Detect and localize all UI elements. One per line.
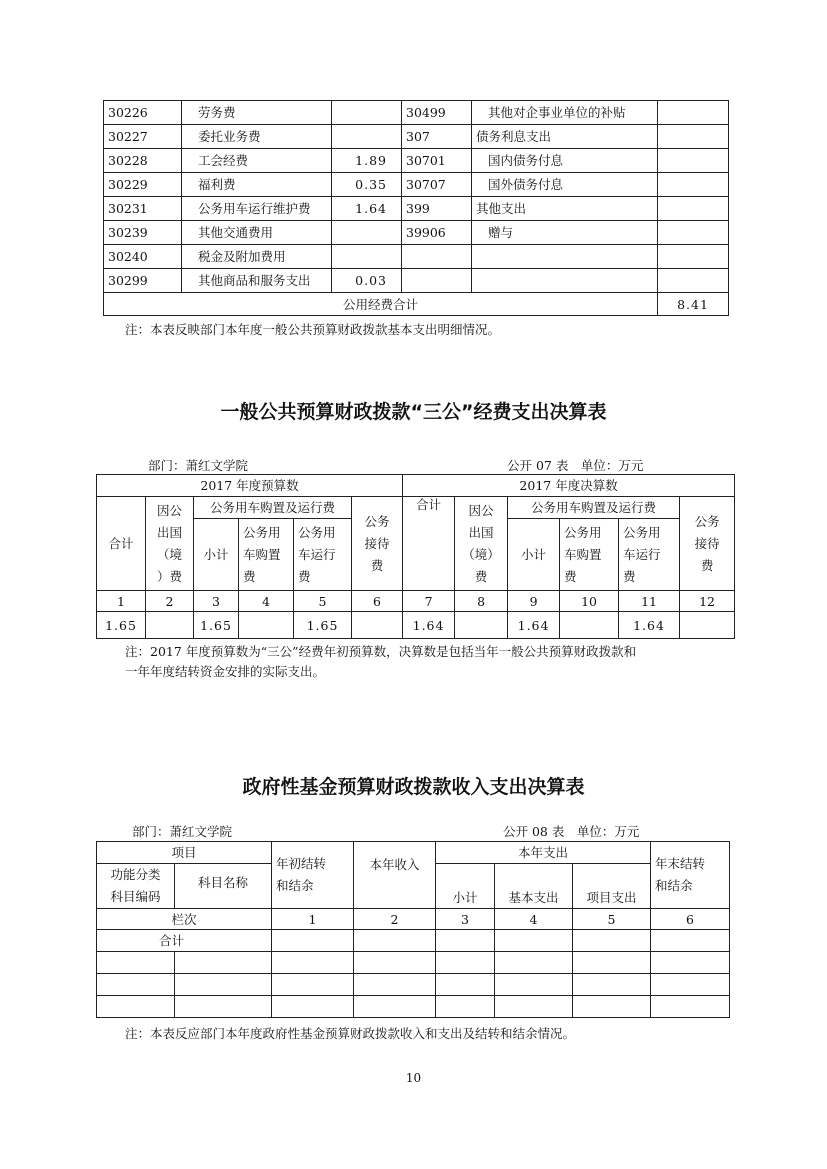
col-vehicle-group: 公务用车购置及运行费 (194, 497, 352, 519)
table-row (97, 996, 730, 1018)
budget-header: 2017 年度预算数 (97, 475, 403, 497)
table-row (104, 173, 729, 197)
column-number-row (97, 591, 735, 612)
column-number: 10 (560, 591, 619, 612)
table-cell: 0.03 (332, 269, 402, 293)
column-number: 4 (239, 591, 294, 612)
col-expense-group: 本年支出 (436, 842, 651, 864)
col-abroad: 因公 出国 （境 ）费 (146, 497, 194, 591)
table-cell: 39906 (402, 221, 472, 245)
table2-note-line1: 注：2017 年度预算数为“三公”经费年初预算数，决算数是包括当年一般公共预算财政拨款和 (125, 644, 637, 659)
table-cell (332, 221, 402, 245)
col-seq-label: 栏次 (97, 909, 272, 930)
col-run: 公务用 车运行 费 (294, 519, 352, 591)
table-code-unit: 公开 07 表 单位：万元 (507, 458, 644, 473)
table-row (104, 125, 729, 149)
table1-note: 注：本表反映部门本年度一般公共预算财政拨款基本支出明细情况。 (125, 322, 501, 337)
value-cell: 1.65 (194, 612, 239, 639)
col-end: 年末结转 和结余 (651, 842, 730, 909)
column-number: 5 (294, 591, 352, 612)
col-basic: 基本支出 (495, 864, 573, 909)
table-cell (332, 245, 402, 269)
table-cell (472, 269, 658, 293)
table-cell: 1.64 (332, 197, 402, 221)
column-number: 1 (272, 909, 354, 930)
column-number: 12 (680, 591, 735, 612)
table-row (104, 149, 729, 173)
table-code-unit-2: 公开 08 表 单位：万元 (503, 824, 640, 839)
table-row (104, 101, 729, 125)
table-cell (332, 101, 402, 125)
column-number: 2 (146, 591, 194, 612)
value-cell: 1.64 (403, 612, 455, 639)
table-row (104, 245, 729, 269)
col-purchase: 公务用 车购置 费 (239, 519, 294, 591)
table-cell: 公务用车运行维护费 (182, 197, 332, 221)
gov-fund-table (96, 841, 730, 1018)
col-item: 项目支出 (573, 864, 651, 909)
col-subtotal-final: 小计 (508, 519, 560, 591)
col-income: 本年收入 (354, 842, 436, 909)
table-cell: 30701 (402, 149, 472, 173)
table-cell: 债务利息支出 (472, 125, 658, 149)
table-row (97, 952, 730, 974)
table-cell (332, 125, 402, 149)
table-cell: 30240 (104, 245, 182, 269)
table-row (104, 197, 729, 221)
value-cell: 1.65 (294, 612, 352, 639)
table-cell: 30707 (402, 173, 472, 197)
table-cell: 劳务费 (182, 101, 332, 125)
table-cell (658, 149, 729, 173)
table-cell: 其他交通费用 (182, 221, 332, 245)
table2-note-line2: 一年年度结转资金安排的实际支出。 (125, 664, 326, 679)
total-label: 公用经费合计 (104, 293, 658, 316)
value-cell (239, 612, 294, 639)
column-number: 1 (97, 591, 146, 612)
table-cell: 工会经费 (182, 149, 332, 173)
table-cell (472, 245, 658, 269)
col-func-code: 功能分类 科目编码 (97, 864, 175, 909)
value-cell (146, 612, 194, 639)
table-cell (658, 101, 729, 125)
table-cell: 其他商品和服务支出 (182, 269, 332, 293)
table-cell: 30226 (104, 101, 182, 125)
col-total: 合计 (97, 497, 146, 591)
table-cell: 赠与 (472, 221, 658, 245)
table-cell: 国内债务付息 (472, 149, 658, 173)
table-cell: 福利费 (182, 173, 332, 197)
column-number: 3 (436, 909, 495, 930)
table-cell (658, 245, 729, 269)
table-cell (658, 125, 729, 149)
value-cell: 1.64 (619, 612, 680, 639)
total-value: 8.41 (658, 293, 729, 316)
table-cell: 1.89 (332, 149, 402, 173)
column-number: 9 (508, 591, 560, 612)
table-cell (658, 197, 729, 221)
table-cell: 0.35 (332, 173, 402, 197)
column-number: 3 (194, 591, 239, 612)
table3-note: 注：本表反应部门本年度政府性基金预算财政拨款收入和支出及结转和结余情况。 (125, 1026, 576, 1041)
table-cell: 其他支出 (472, 197, 658, 221)
value-cell (455, 612, 508, 639)
table-row (97, 974, 730, 996)
col-vehicle-group-final: 公务用车购置及运行费 (508, 497, 680, 519)
value-cell (560, 612, 619, 639)
col-subtotal-3: 小计 (436, 864, 495, 909)
table-total-row (104, 293, 729, 316)
col-total-final: 合计 (403, 497, 455, 591)
column-number: 11 (619, 591, 680, 612)
table-cell: 30239 (104, 221, 182, 245)
table-cell (402, 245, 472, 269)
col-purchase-final: 公务用 车购置 费 (560, 519, 619, 591)
total-row-3 (97, 930, 730, 952)
col-reception-final: 公务 接待 费 (680, 497, 735, 591)
column-number: 2 (354, 909, 436, 930)
table-cell (658, 221, 729, 245)
col-run-final: 公务用 车运行 费 (619, 519, 680, 591)
table-cell: 307 (402, 125, 472, 149)
column-number: 7 (403, 591, 455, 612)
table-cell: 委托业务费 (182, 125, 332, 149)
table-cell: 30228 (104, 149, 182, 173)
table-cell: 30227 (104, 125, 182, 149)
table-row (104, 221, 729, 245)
table-cell: 国外债务付息 (472, 173, 658, 197)
table-cell: 30299 (104, 269, 182, 293)
table-cell: 其他对企事业单位的补贴 (472, 101, 658, 125)
table-cell: 税金及附加费用 (182, 245, 332, 269)
col-abroad-final: 因公 出国 （境） 费 (455, 497, 508, 591)
value-cell (352, 612, 403, 639)
table-row (104, 269, 729, 293)
page-number: 10 (405, 1071, 422, 1085)
value-row (97, 612, 735, 639)
col-project: 项目 (97, 842, 272, 864)
table-cell (402, 269, 472, 293)
dept-label: 部门：萧红文学院 (148, 458, 249, 473)
col-subtotal: 小计 (194, 519, 239, 591)
value-cell: 1.64 (508, 612, 560, 639)
col-subject-name: 科目名称 (175, 864, 272, 909)
value-cell (680, 612, 735, 639)
column-number: 6 (352, 591, 403, 612)
table-cell: 399 (402, 197, 472, 221)
total-label-3: 合计 (97, 930, 272, 952)
column-number: 8 (455, 591, 508, 612)
three-public-table (96, 474, 735, 639)
value-cell: 1.65 (97, 612, 146, 639)
table-cell (658, 173, 729, 197)
final-header: 2017 年度决算数 (403, 475, 735, 497)
expense-detail-table (103, 100, 729, 316)
table-cell: 30231 (104, 197, 182, 221)
dept-label-2: 部门：萧红文学院 (132, 824, 233, 839)
column-number: 5 (573, 909, 651, 930)
col-reception: 公务 接待 费 (352, 497, 403, 591)
table-cell (658, 269, 729, 293)
table-cell: 30229 (104, 173, 182, 197)
col-begin: 年初结转 和结余 (272, 842, 354, 909)
table-cell: 30499 (402, 101, 472, 125)
column-number: 4 (495, 909, 573, 930)
page-title-gov-fund: 政府性基金预算财政拨款收入支出决算表 (242, 776, 585, 798)
page-title-three-public: 一般公共预算财政拨款“三公”经费支出决算表 (220, 401, 607, 423)
column-number-row-3 (97, 909, 730, 930)
column-number: 6 (651, 909, 730, 930)
